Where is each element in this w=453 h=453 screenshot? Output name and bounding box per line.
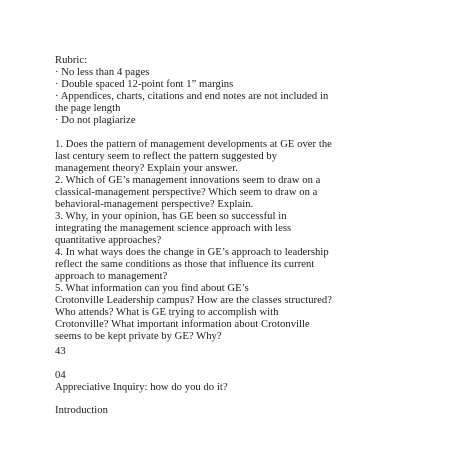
question-line: 1. Does the pattern of management developments at GE over the	[55, 139, 332, 150]
question-line: approach to management?	[55, 271, 168, 282]
question-line: 2. Which of GE’s management innovations seem to draw on a	[55, 175, 321, 186]
rubric-item: the page length	[55, 103, 121, 114]
page-number: 43	[55, 346, 66, 357]
question-line: classical-management perspective? Which seem to draw on a	[55, 187, 318, 198]
question-line: management theory? Explain your answer.	[55, 163, 238, 174]
question-line: 4. In what ways does the change in GE’s approach to leadership	[55, 247, 329, 258]
question-line: integrating the management science approach with less	[55, 223, 292, 234]
question-line: last century seem to reflect the pattern suggested by	[55, 151, 278, 162]
question-line: reflect the same conditions as those that influence its current	[55, 259, 315, 270]
rubric-item: · No less than 4 pages	[55, 67, 150, 78]
rubric-item: · Appendices, charts, citations and end notes are not included in	[55, 91, 329, 102]
question-line: Who attends? What is GE trying to accomplish with	[55, 307, 279, 318]
chapter-number: 04	[55, 370, 66, 381]
rubric-title: Rubric:	[55, 55, 88, 66]
rubric-item: · Double spaced 12-point font 1” margins	[55, 79, 234, 90]
question-line: seems to be kept private by GE? Why?	[55, 331, 222, 342]
question-line: Crotonville Leadership campus? How are the classes structured?	[55, 295, 332, 306]
section-heading: Introduction	[55, 405, 108, 416]
rubric-item: · Do not plagiarize	[55, 115, 136, 126]
question-line: behavioral-management perspective? Explain.	[55, 199, 254, 210]
question-line: 5. What information can you find about GE’s	[55, 283, 249, 294]
question-line: 3. Why, in your opinion, has GE been so successful in	[55, 211, 287, 222]
question-line: Crotonville? What important information about Crotonville	[55, 319, 310, 330]
chapter-title: Appreciative Inquiry: how do you do it?	[55, 382, 228, 393]
question-line: quantitative approaches?	[55, 235, 162, 246]
